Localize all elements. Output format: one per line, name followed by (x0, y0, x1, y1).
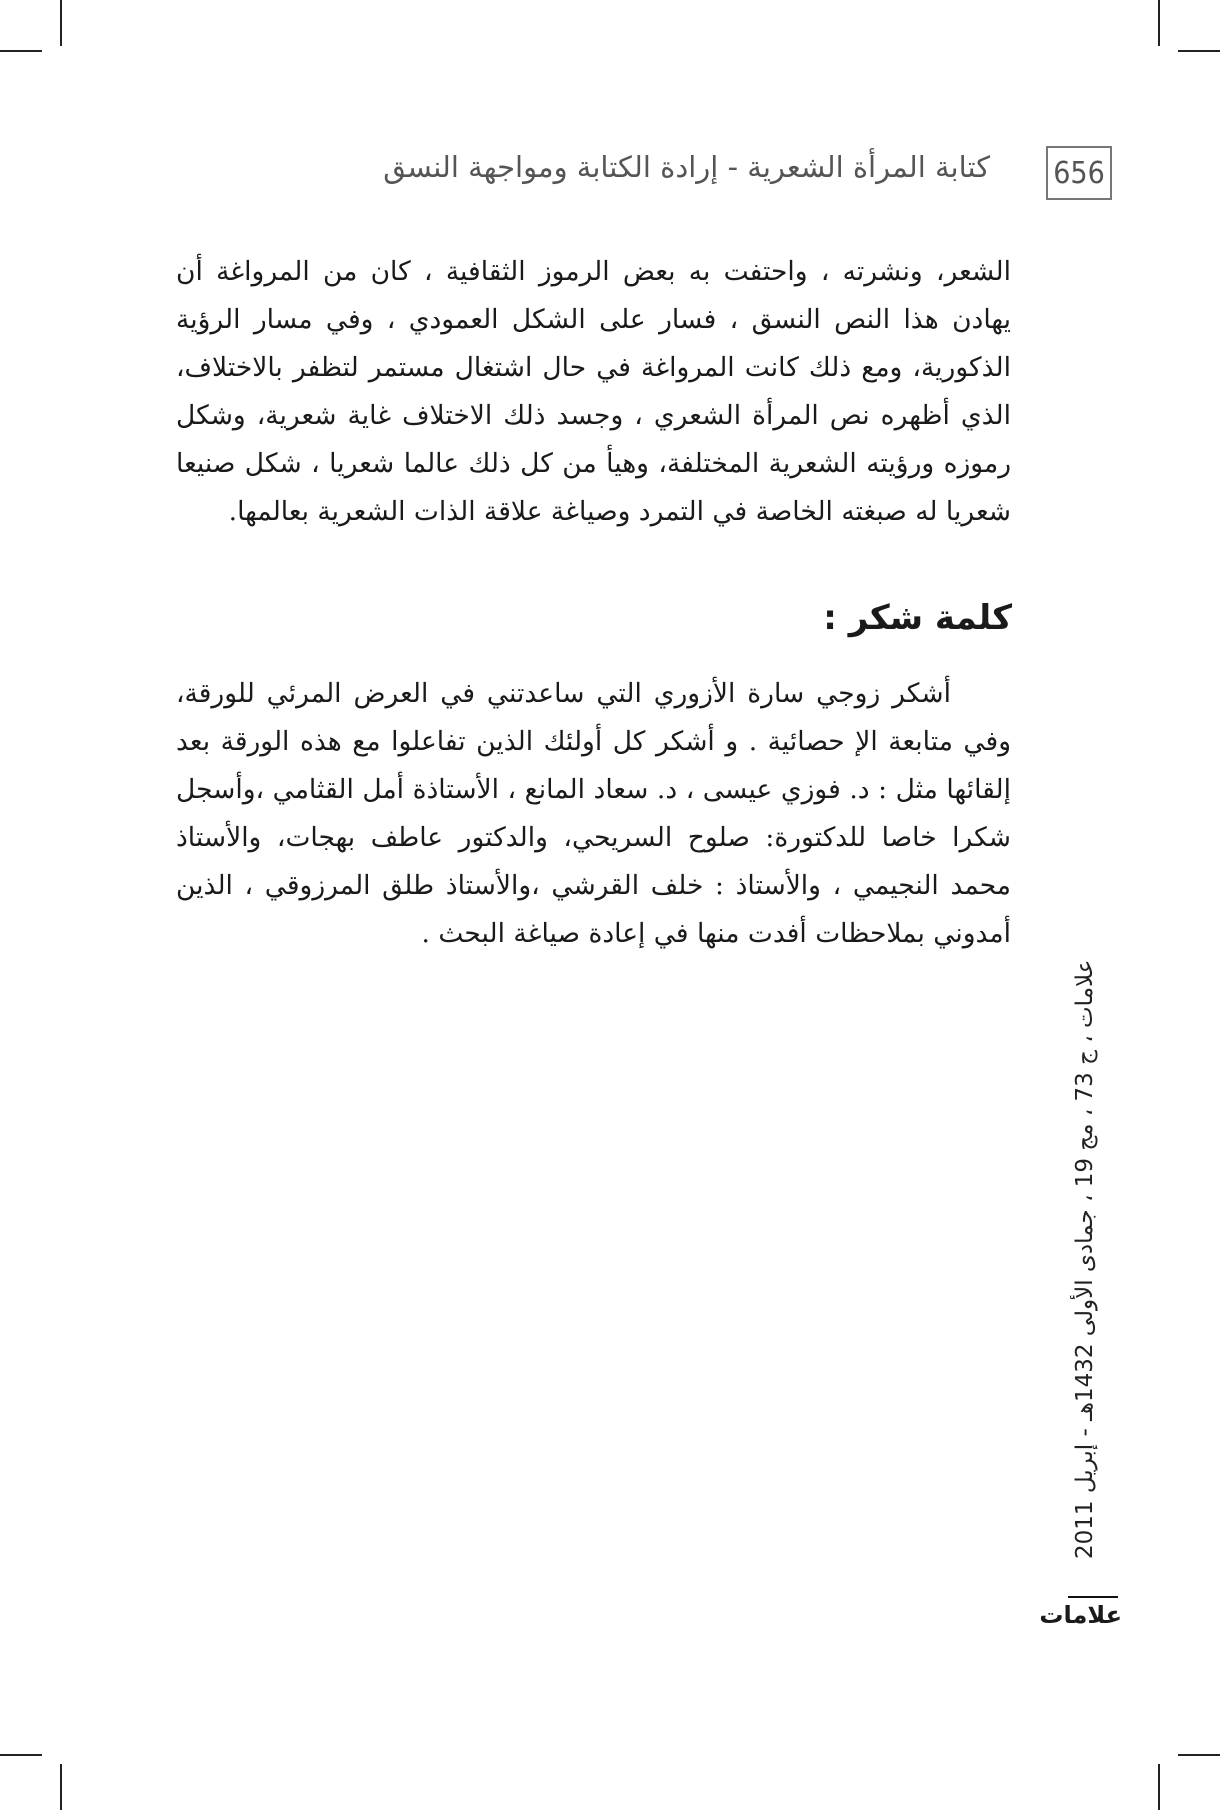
journal-logo (1039, 1596, 1122, 1629)
crop-mark (1178, 50, 1220, 52)
crop-mark (1158, 1764, 1160, 1810)
crop-mark (1158, 0, 1160, 46)
section-heading: كلمة شكر : (823, 598, 1012, 638)
logo-rule (1068, 1596, 1118, 1598)
journal-logo-text: علامات (1039, 1601, 1122, 1629)
body-paragraph: الشعر، ونشرته ، واحتفت به بعض الرموز الثقافية ، كان من المرواغة أن يهادن هذا النص النسق ، فسار على الشكل العمودي ، وفي مسار الرؤية الذكورية، ومع ذلك كانت المرواغة في حال اشتغال مستمر لتظفر بالاختلاف، الذي أظهره نص المرأة الشعري ، وجسد ذلك الاختلاف غاية شعرية، وشكل رموزه ورؤيته الشعرية المختلفة، وهيأ من كل ذلك عالما شعريا ، شكل صنيعا شعريا له صبغته الخاصة في التمرد وصياغة علاقة الذات الشعرية بعالمها. (176, 256, 1011, 527)
crop-mark (0, 1754, 42, 1756)
running-title: كتابة المرأة الشعرية - إرادة الكتابة ومواجهة النسق (383, 150, 990, 184)
acknowledgement-paragraph: أشكر زوجي سارة الأزوري التي ساعدتني في العرض المرئي للورقة، وفي متابعة الإ حصائية . و أشكر كل أولئك الذين تفاعلوا مع هذه الورقة بعد إلقائها مثل : د. فوزي عيسى ، د. سعاد المانع ، الأستاذة أمل القثامي ،وأسجل شكرا خاصا للدكتورة: صلوح السريحي، والدكتور عاطف بهجات، والأستاذ محمد النجيمي ، والأستاذ : خلف القرشي ،والأستاذ طلق المرزوقي ، الذين أمدوني بملاحظات أفدت منها في إعادة صياغة البحث . (176, 678, 1011, 949)
crop-mark (1178, 1754, 1220, 1756)
journal-issue-info: علامات ، ج 73 ، مج 19 ، جمادى الأولى 1432هـ - إبريل 2011 (1072, 960, 1098, 1560)
crop-mark (60, 1764, 62, 1810)
page-number-box (1046, 146, 1112, 200)
page-number: 656 (1053, 155, 1105, 191)
crop-mark (0, 50, 42, 52)
crop-mark (60, 0, 62, 46)
